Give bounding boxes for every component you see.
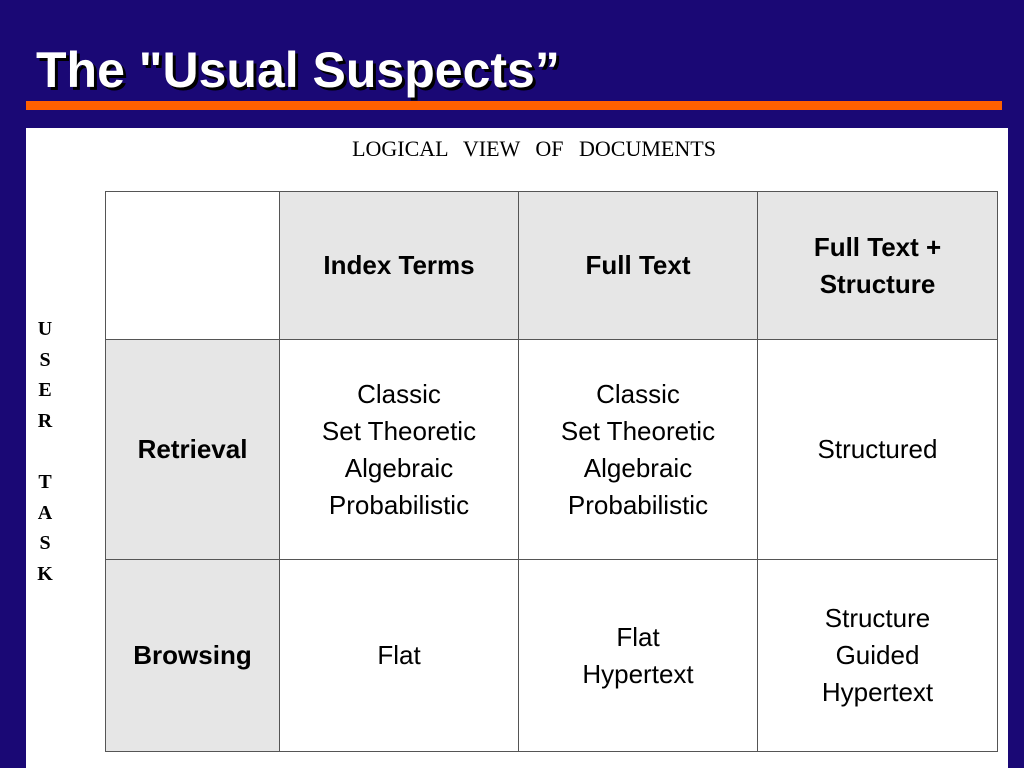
column-header-full-text: Full Text: [519, 192, 758, 340]
user-task-letter: [28, 436, 62, 467]
row-header-browsing: Browsing: [106, 560, 280, 752]
table-cell: Structured: [758, 340, 998, 560]
column-header-index-terms: Index Terms: [280, 192, 519, 340]
table-row: [106, 560, 998, 752]
user-task-letter: S: [39, 348, 51, 371]
user-task-letter: S: [39, 532, 51, 555]
usual-suspects-table: [105, 191, 998, 752]
slide-title: The "Usual Suspects”: [36, 42, 560, 98]
user-task-letter: E: [38, 379, 52, 402]
title-underline-bar: [26, 101, 1002, 110]
table-cell: Flat: [280, 560, 519, 752]
user-task-letter: K: [37, 562, 53, 585]
table-row: [106, 340, 998, 560]
row-header-retrieval: Retrieval: [106, 340, 280, 560]
table-cell: Classic Set Theoretic Algebraic Probabilistic: [280, 340, 519, 560]
table-corner-cell: [106, 192, 280, 340]
user-task-letter: A: [37, 501, 53, 524]
user-task-letter: T: [38, 470, 52, 493]
table-cell: Structure Guided Hypertext: [758, 560, 998, 752]
table-cell: Classic Set Theoretic Algebraic Probabilistic: [519, 340, 758, 560]
logical-view-heading: LOGICAL VIEW OF DOCUMENTS: [352, 136, 716, 161]
user-task-vertical-label: [28, 314, 62, 589]
user-task-letter: R: [37, 409, 53, 432]
column-header-full-text-structure: Full Text + Structure: [758, 192, 998, 340]
table-cell: Flat Hypertext: [519, 560, 758, 752]
user-task-letter: U: [37, 318, 53, 340]
table-header-row: [106, 192, 998, 340]
